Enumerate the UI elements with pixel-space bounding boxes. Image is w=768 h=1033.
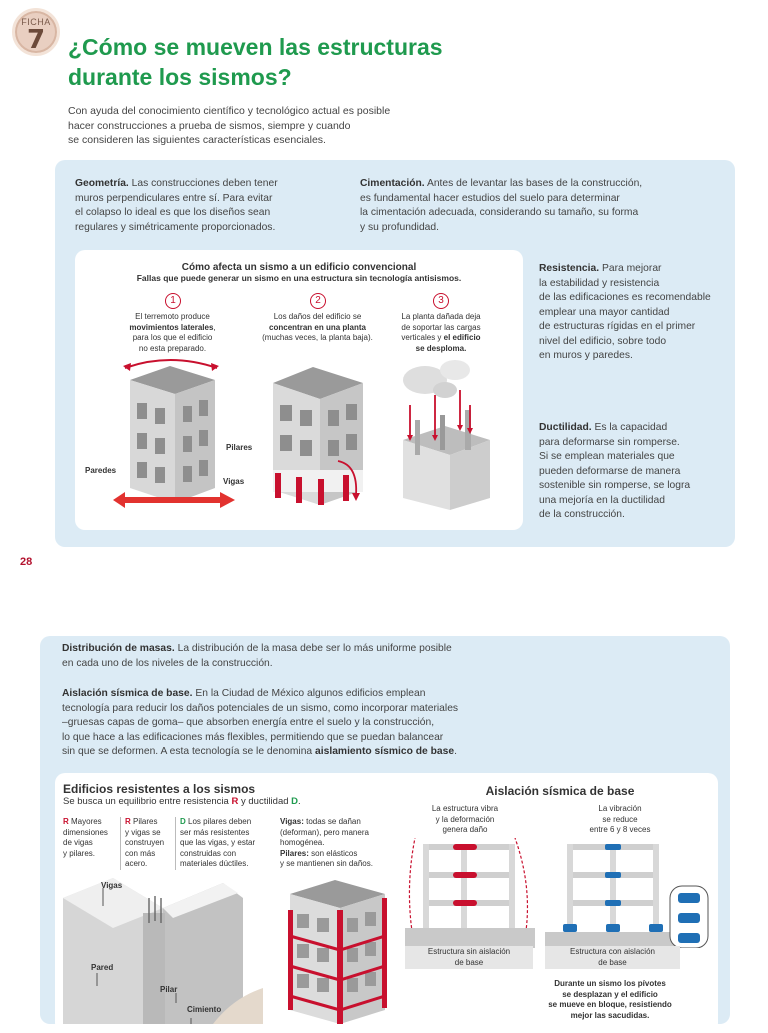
text-line: Antes de levantar las bases de la construcción,	[424, 178, 643, 189]
text-line: acero.	[125, 859, 148, 868]
text-line: de base	[454, 957, 484, 967]
text-line: emplear una mayor cantidad	[539, 306, 670, 318]
distribucion-text	[62, 642, 502, 671]
text-line: ,	[213, 322, 216, 332]
text-line: mejor las sacudidas.	[570, 1010, 650, 1020]
intro-paragraph	[68, 104, 428, 148]
text-line: Los pilares deben	[185, 817, 252, 826]
text-bold: el edificio	[443, 333, 481, 342]
text-line: Es la capacidad	[591, 422, 668, 433]
text-line: sostenible sin romperse, se logra	[539, 480, 691, 491]
frame-without-isolation	[405, 838, 535, 948]
text-line: de vigas	[63, 838, 93, 847]
text-line: La distribución de la masa debe ser lo más uniforme posible	[174, 643, 452, 654]
text-line: verticales y	[401, 333, 444, 342]
step-2-text	[250, 312, 385, 344]
cimentacion-text	[360, 177, 700, 235]
card1-title: Cómo afecta un sismo a un edificio convencional	[181, 262, 417, 273]
text-line: dimensiones	[63, 827, 108, 837]
label-vigas: Vigas	[101, 881, 123, 890]
text-line: Las construcciones deben tener	[128, 178, 278, 189]
text-line: tecnología para reducir los daños potenciales de un sismo, como incorporar materiales	[62, 702, 459, 714]
text-line: Estructura con aislación	[570, 947, 655, 956]
r-letter: R	[231, 796, 239, 807]
text-line: Mayores	[68, 817, 102, 826]
text-line: el colapso lo ideal es que los diseños sean	[75, 207, 271, 218]
text-line: para los que el edificio	[132, 333, 213, 342]
text-line: Se busca un equilibrio entre resistencia	[63, 796, 232, 807]
text-line: se reduce	[602, 814, 638, 824]
text-line: y pilares.	[63, 848, 96, 858]
resistencia-head: Resistencia.	[539, 263, 600, 274]
text-line: de las edificaciones es recomendable	[539, 292, 711, 303]
text-line: de soportar las cargas	[401, 322, 481, 332]
text-line: construyen	[125, 838, 165, 847]
ductilidad-head: Ductilidad.	[539, 422, 592, 433]
building-lateral-illustration	[95, 358, 260, 518]
geometria-text	[75, 177, 345, 235]
right-caption	[555, 804, 685, 836]
text-line: en cada uno de los niveles de la construcción.	[62, 657, 273, 669]
structure-cutaway-illustration	[63, 878, 263, 1024]
text-bold: concentran en una planta	[269, 322, 366, 332]
d-letter: D	[180, 817, 186, 826]
text-line: .	[298, 796, 301, 807]
label-vigas: Vigas	[223, 477, 245, 486]
text-line: Pilares	[130, 817, 158, 826]
text-line: todas se dañan	[303, 817, 361, 826]
page-title	[68, 32, 528, 92]
building-soft-story-illustration	[268, 365, 378, 515]
text-line: (muchas veces, la planta baja).	[262, 333, 373, 342]
aislacion-text	[62, 687, 522, 760]
card2-subtitle	[63, 796, 301, 807]
text-line: homogénea.	[280, 838, 325, 847]
text-line: construidas con	[180, 848, 237, 858]
left-caption	[405, 804, 525, 836]
step-1-text	[110, 312, 235, 354]
text-line: materiales dúctiles.	[180, 859, 249, 868]
text-line: y ductilidad	[238, 796, 292, 807]
text-line: nivel del edificio, sobre todo	[539, 335, 667, 347]
aislacion-head: Aislación sísmica de base.	[62, 688, 193, 699]
text-line: se desplazan y el edificio	[562, 989, 658, 999]
text-bold: Vigas:	[280, 817, 304, 826]
building-collapse-illustration	[395, 360, 505, 520]
text-bold: Pilares:	[280, 848, 309, 858]
text-bold: movimientos laterales	[129, 322, 214, 332]
text-line: y vigas se	[125, 827, 161, 837]
text-line: genera daño	[442, 825, 488, 834]
label-cimiento: Cimiento	[187, 1005, 222, 1014]
step-1-number: 1	[165, 293, 181, 309]
text-line: entre 6 y 8 veces	[589, 825, 651, 834]
r-letter: R	[63, 817, 69, 826]
label-pilar: Pilar	[160, 985, 178, 994]
title-line-1: ¿Cómo se mueven las estructuras	[68, 34, 443, 60]
page-number: 28	[20, 556, 33, 568]
label-paredes: Paredes	[85, 466, 117, 475]
text-line: y su profundidad.	[360, 221, 439, 233]
ductilidad-text	[539, 421, 729, 523]
text-line: de base	[598, 957, 627, 967]
text-line: y la deformación	[435, 814, 495, 824]
label-pilares: Pilares	[226, 443, 253, 452]
text-line: en muros y paredes.	[539, 350, 633, 361]
text-line: La vibración	[598, 804, 642, 813]
text-line: Los daños del edificio se	[273, 312, 362, 321]
text-line: la estabilidad y resistencia	[539, 277, 660, 289]
intro-line: Con ayuda del conocimiento científico y tecnológico actual es posible	[68, 105, 391, 117]
badge-number: 7	[26, 25, 46, 55]
text-line: son elásticos	[308, 848, 358, 858]
col4-text	[280, 817, 373, 870]
text-line: la cimentación adecuada, considerando su tamaño, su forma	[360, 207, 639, 218]
intro-line: se consideren las siguientes características esenciales.	[68, 134, 326, 146]
text-line: Si se emplean materiales que	[539, 451, 675, 462]
left-box-label	[405, 946, 533, 969]
title-line-2: durante los sismos?	[68, 64, 292, 90]
card1-subtitle: Fallas que puede generar un sismo en una estructura sin tecnología antisismos.	[136, 273, 462, 283]
text-line: El terremoto produce	[135, 312, 210, 321]
text-line: lo que hace a las edificaciones más flexibles, permitiendo que se puedan balancear	[62, 731, 444, 743]
d-letter: D	[291, 796, 299, 807]
col3-text	[175, 817, 255, 870]
text-line: muros perpendiculares entre sí. Para evitar	[75, 192, 273, 204]
col2-text	[120, 817, 164, 870]
r-letter: R	[125, 817, 131, 826]
col1-text	[63, 817, 108, 859]
step-3-text	[385, 312, 497, 354]
distribucion-head: Distribución de masas.	[62, 643, 175, 654]
card2-title: Edificios resistentes a los sismos	[63, 782, 256, 796]
text-line: regulares y simétricamente proporcionados.	[75, 221, 276, 233]
intro-line: hacer construcciones a prueba de sismos, siempre y cuando	[68, 119, 351, 132]
geometria-head: Geometría.	[75, 178, 129, 189]
text-line: que las vigas, y estar	[180, 838, 256, 847]
text-line: sin que se deformen. A esta tecnología se le denomina	[62, 746, 316, 757]
resistencia-text	[539, 262, 729, 364]
text-line: para deformarse sin romperse.	[539, 436, 680, 448]
text-line: Estructura sin aislación	[427, 947, 511, 956]
text-line: se mueve en bloque, resistiendo	[548, 1000, 672, 1009]
ficha-badge	[12, 8, 60, 56]
text-line: es fundamental hacer estudios del suelo para determinar	[360, 192, 620, 204]
cimentacion-head: Cimentación.	[360, 178, 425, 189]
braced-building-illustration	[285, 880, 395, 1024]
text-line: con más	[125, 848, 156, 858]
text-line: una mejoría en la ductilidad	[539, 494, 665, 506]
text-line: (deforman), pero manera	[280, 827, 369, 837]
text-line: –gruesas capas de goma– que absorben energía entre el suelo y la construcción,	[62, 717, 435, 728]
label-pared: Pared	[91, 963, 114, 972]
text-line: Para mejorar	[599, 263, 662, 274]
text-line: Durante un sismo los pívotes	[554, 979, 666, 988]
text-line: En la Ciudad de México algunos edificios emplean	[192, 688, 426, 699]
text-bold: se desploma.	[415, 343, 467, 353]
text-line: de la construcción.	[539, 509, 625, 520]
text-line: pueden deformarse de manera	[539, 465, 681, 477]
text-line: no esta preparado.	[138, 343, 207, 353]
badge-label: FICHA	[21, 17, 51, 27]
step-3-number: 3	[433, 293, 449, 309]
text-line: de estructuras rígidas en el primer	[539, 321, 696, 332]
text-line: ser más resistentes	[180, 827, 250, 837]
text-line: La planta dañada deja	[401, 312, 481, 321]
bottom-note	[535, 979, 685, 1021]
text-line: .	[454, 746, 457, 757]
text-bold: aislamiento sísmico de base	[315, 746, 455, 757]
text-line: y se mantienen sin daños.	[280, 859, 373, 868]
step-2-number: 2	[310, 293, 326, 309]
right-box-label	[545, 946, 680, 969]
text-line: La estructura vibra	[431, 804, 499, 813]
frame-with-isolation	[545, 838, 715, 948]
aislacion-diagram-title: Aislación sísmica de base	[485, 784, 635, 798]
